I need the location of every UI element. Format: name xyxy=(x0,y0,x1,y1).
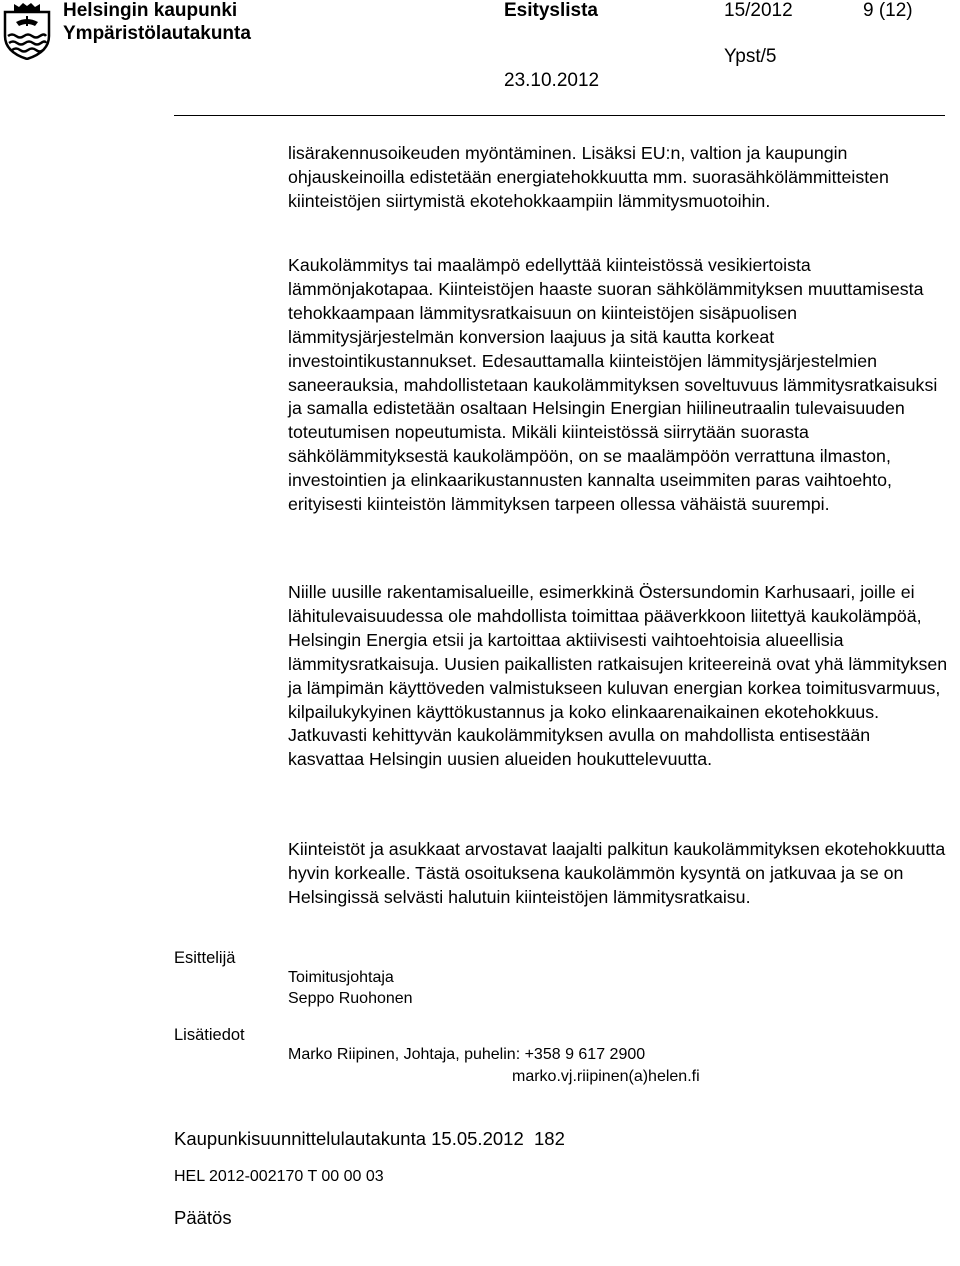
organization-name: Helsingin kaupunki xyxy=(63,0,238,21)
document-type: Esityslista xyxy=(504,0,598,21)
presenter-name: Seppo Ruohonen xyxy=(288,990,413,1007)
committee-reference: Kaupunkisuunnittelulautakunta 15.05.2012 182 xyxy=(174,1128,565,1149)
department-name: Ympäristölautakunta xyxy=(63,23,251,44)
case-id: HEL 2012-002170 T 00 00 03 xyxy=(174,1168,384,1185)
section-code: Ypst/5 xyxy=(724,46,777,67)
body-paragraph: Kaukolämmitys tai maalämpö edellyttää kiinteistössä vesikiertoista lämmönjakotapaa. Kiinteistöjen haaste suoran sähkölämmityksen muuttamisesta tehokkaampaan lämmitysratkaisuun on kiinteistöjen sisäpuolisen lämmitysjärjestelmän konversion laajuus ja sitä kautta korkeat investointikustannukset. Edesauttamalla kiinteistöjen lämmitysjärjestelmien saneerauksia, mahdollistetaan kaukolämmityksen soveltuvuus lämmitysratkaisuksi ja samalla edistetään osaltaan Helsingin Energian hiilineutraalin tulevaisuuden toteutumisen nopeutumista. Mikäli kiinteistössä siirrytään suorasta sähkölämmityksestä kaukolämpöön, on se maalämpöön verrattuna ilmaston, investointien ja elinkaarikustannusten kannalta useimmiten paras vaihtoehto, erityisesti kiinteistön lämmityksen tarpeen ollessa vähäistä suurempi. xyxy=(288,255,938,515)
body-paragraph: lisärakennusoikeuden myöntäminen. Lisäksi EU:n, valtion ja kaupungin ohjauskeinoilla edistetään energiatehokkuutta mm. suorasähkölämmitteisten kiinteistöjen siirtymistä ekotehokkaampiin lämmitysmuotoihin. xyxy=(288,143,889,211)
header-divider xyxy=(174,115,945,116)
contact-email: marko.vj.riipinen(a)helen.fi xyxy=(512,1068,700,1085)
presenter-title: Toimitusjohtaja xyxy=(288,969,394,986)
page-number: 9 (12) xyxy=(863,0,913,21)
meeting-date: 23.10.2012 xyxy=(504,70,600,91)
presenter-label: Esittelijä xyxy=(174,949,236,967)
contact-info: Marko Riipinen, Johtaja, puhelin: +358 9 617 2900 xyxy=(288,1046,646,1063)
details-label: Lisätiedot xyxy=(174,1026,245,1044)
body-paragraph: Kiinteistöt ja asukkaat arvostavat laajalti palkitun kaukolämmityksen ekotehokkuutta hyvin korkealle. Tästä osoituksena kaukolämmön kysyntä on jatkuvaa ja se on Helsingissä selvästi halutuin kiinteistöjen lämmitysratkaisu. xyxy=(288,839,946,907)
helsinki-coat-of-arms-icon xyxy=(2,2,52,60)
body-paragraph: Niille uusille rakentamisalueille, esimerkkinä Östersundomin Karhusaari, joille ei lähitulevaisuudessa ole mahdollista toimittaa pääverkkoon liitettyä kaukolämpöä, Helsingin Energia etsii ja kartoittaa aktiivisesti vaihtoehtoisia alueellisia lämmitysratkaisuja. Uusien paikallisten ratkaisujen kriteereinä ovat yhä lämmityksen ja lämpimän käyttöveden valmistukseen kuluvan energian korkea toimitusvarmuus, kilpailukykyinen käyttökustannus ja koko elinkaarenaikainen ekotehokkuus. Jatkuvasti kehittyvän kaukolämmityksen avulla on mahdollista entisestään kasvattaa Helsingin uusien alueiden houkuttelevuutta. xyxy=(288,582,948,770)
decision-heading: Päätös xyxy=(174,1207,232,1228)
meeting-number: 15/2012 xyxy=(724,0,793,21)
